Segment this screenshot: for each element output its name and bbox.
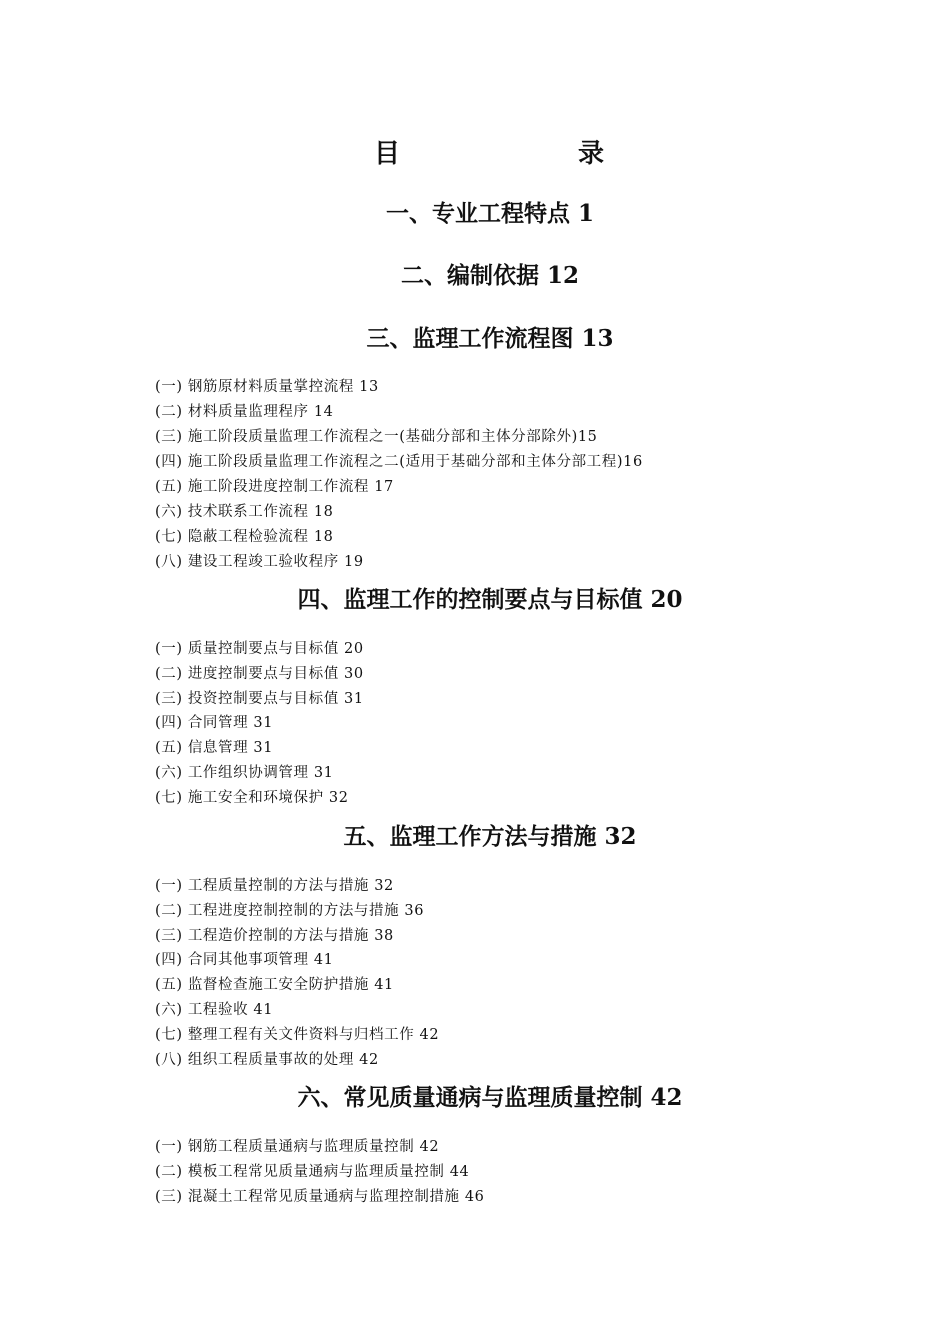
toc-item[interactable]: (三) 投资控制要点与目标值 31 <box>155 691 364 707</box>
toc-item[interactable]: (七) 整理工程有关文件资料与归档工作 42 <box>155 1027 440 1043</box>
toc-item[interactable]: (六) 技术联系工作流程 18 <box>155 504 334 520</box>
toc-item[interactable]: (五) 监督检查施工安全防护措施 41 <box>155 977 394 993</box>
toc-item[interactable]: (五) 信息管理 31 <box>155 740 274 756</box>
toc-item[interactable]: (四) 合同其他事项管理 41 <box>155 952 334 968</box>
toc-heading-5[interactable]: 五、监理工作方法与措施 32 <box>343 823 637 850</box>
toc-item[interactable]: (二) 模板工程常见质量通病与监理质量控制 44 <box>155 1164 470 1180</box>
toc-heading-2[interactable]: 二、编制依据 12 <box>400 262 579 289</box>
toc-item[interactable]: (八) 组织工程质量事故的处理 42 <box>155 1052 379 1068</box>
toc-title-left: 目 <box>374 139 401 169</box>
toc-item[interactable]: (二) 材料质量监理程序 14 <box>155 404 334 420</box>
toc-item[interactable]: (一) 质量控制要点与目标值 20 <box>155 641 364 657</box>
toc-item[interactable]: (三) 施工阶段质量监理工作流程之一(基础分部和主体分部除外)15 <box>155 429 598 445</box>
toc-item[interactable]: (七) 隐蔽工程检验流程 18 <box>155 529 334 545</box>
toc-item[interactable]: (三) 混凝土工程常见质量通病与监理控制措施 46 <box>155 1189 485 1205</box>
toc-heading-3[interactable]: 三、监理工作流程图 13 <box>366 325 614 352</box>
toc-item[interactable]: (四) 施工阶段质量监理工作流程之二(适用于基础分部和主体分部工程)16 <box>155 454 643 470</box>
toc-title <box>0 133 950 169</box>
toc-heading-1[interactable]: 一、专业工程特点 1 <box>385 200 594 227</box>
toc-item[interactable]: (七) 施工安全和环境保护 32 <box>155 790 349 806</box>
toc-item[interactable]: (六) 工程验收 41 <box>155 1002 274 1018</box>
toc-item[interactable]: (二) 进度控制要点与目标值 30 <box>155 666 364 682</box>
toc-item[interactable]: (二) 工程进度控制控制的方法与措施 36 <box>155 903 425 919</box>
toc-item[interactable]: (六) 工作组织协调管理 31 <box>155 765 334 781</box>
toc-item[interactable]: (一) 钢筋原材料质量掌控流程 13 <box>155 379 379 395</box>
toc-item[interactable]: (一) 钢筋工程质量通病与监理质量控制 42 <box>155 1139 440 1155</box>
toc-heading-4[interactable]: 四、监理工作的控制要点与目标值 20 <box>297 586 683 613</box>
toc-item[interactable]: (三) 工程造价控制的方法与措施 38 <box>155 928 394 944</box>
toc-item[interactable]: (五) 施工阶段进度控制工作流程 17 <box>155 479 394 495</box>
toc-item[interactable]: (四) 合同管理 31 <box>155 715 274 731</box>
toc-item[interactable]: (一) 工程质量控制的方法与措施 32 <box>155 878 394 894</box>
toc-title-right: 录 <box>578 139 605 169</box>
toc-item[interactable]: (八) 建设工程竣工验收程序 19 <box>155 554 364 570</box>
toc-heading-6[interactable]: 六、常见质量通病与监理质量控制 42 <box>297 1084 683 1111</box>
